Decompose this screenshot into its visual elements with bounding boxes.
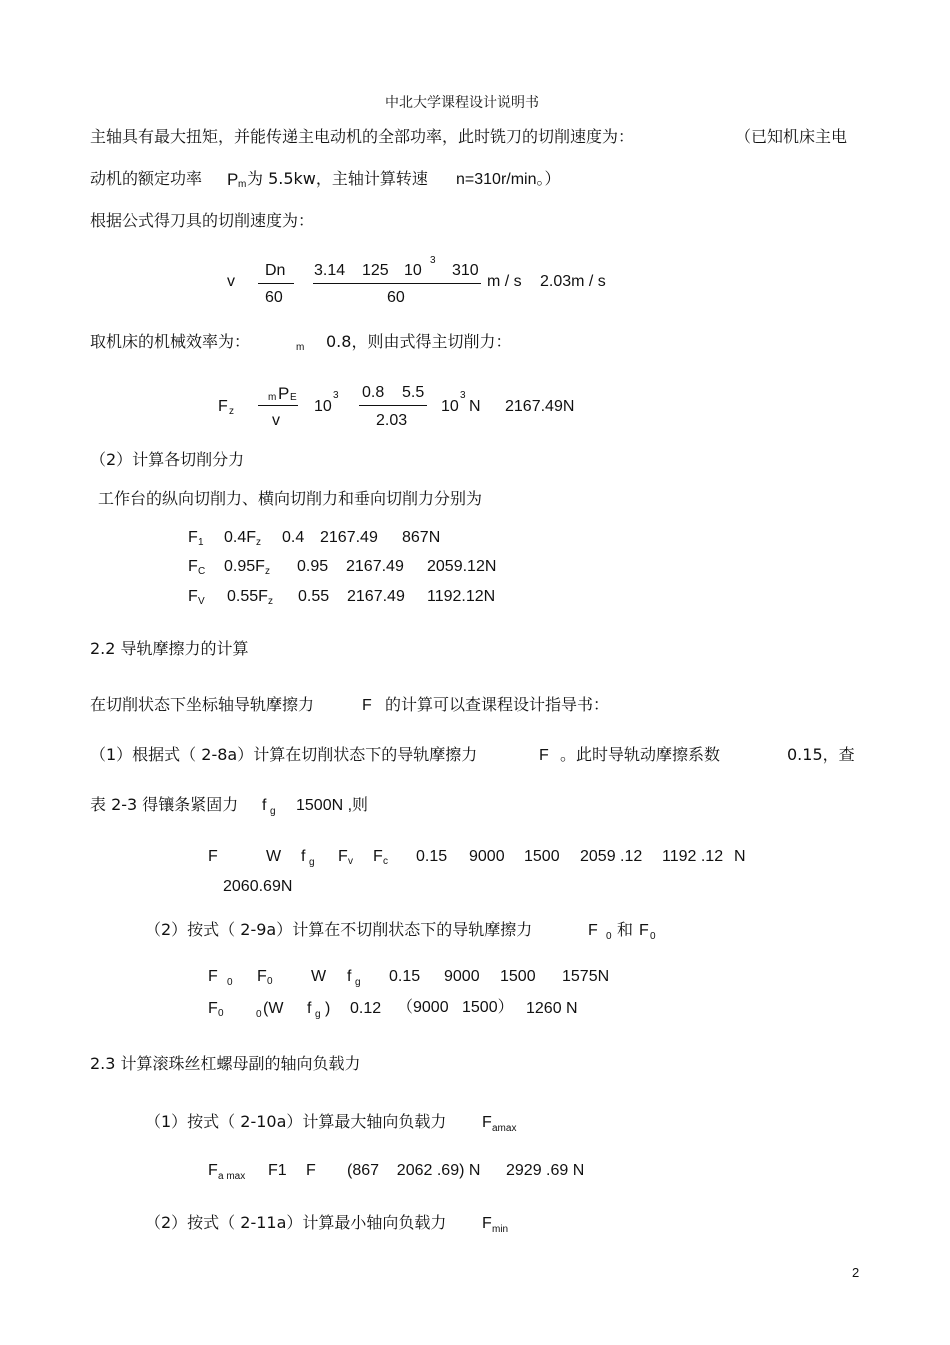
eq-number: 0.95 [297,558,329,575]
paragraph-line: n=310r/min。） [456,171,561,188]
fraction-bar [258,283,294,284]
eq-subscript: m [268,392,277,403]
eq-term: ) [325,1000,331,1017]
eq-number: 1500 [500,968,536,985]
eq-symbol: F [362,697,372,714]
eq-symbol: F [218,398,228,415]
eq-subscript: V [198,596,205,607]
section-heading: 2.2 导轨摩擦力的计算 [90,639,249,658]
eq-subscript: 0 [650,931,656,942]
eq-symbol: F [539,747,549,764]
eq-denominator: 60 [265,289,283,306]
paragraph-line: 工作台的纵向切削力、横向切削力和垂向切削力分别为 [98,489,483,508]
eq-subscript: amax [492,1123,517,1134]
eq-number: 2167.49 [320,529,378,546]
eq-result: 2059.12N [427,558,497,575]
paragraph-line: 1500N ,则 [296,797,369,814]
eq-symbol: f [347,968,352,985]
eq-term: 0.55F [227,588,268,605]
eq-subscript: 0 [227,977,233,988]
eq-number: 125 [362,262,389,279]
eq-unit: N [734,848,746,865]
eq-result: 2.03m / s [540,273,606,290]
eq-subscript: g [355,977,361,988]
paragraph-line: （2）按式（ 2-9a）计算在不切削状态下的导轨摩擦力 [145,920,533,939]
fraction-bar [258,405,298,406]
eq-symbol: F [188,588,198,605]
eq-symbol: F [306,1162,316,1179]
eq-symbol: F [639,922,649,939]
eq-term: (867 2062 .69) N [347,1162,481,1179]
paragraph-line: 的计算可以查课程设计指导书： [385,695,610,714]
eq-subscript: min [492,1224,509,1235]
paragraph-line: 表 2-3 得镶条紧固力 [90,795,239,814]
paragraph-line: （已知机床主电 [735,127,848,146]
eq-result: 2060.69N [223,878,293,895]
eq-unit: N [469,398,481,415]
eq-subscript: E [290,392,297,403]
eq-number: 9000 [469,848,505,865]
paragraph-line: 0.8，则由式得主切削力： [326,332,512,351]
eq-exponent: 3 [333,390,339,401]
eq-symbol: W [266,848,282,865]
eq-number: 2167.49 [346,558,404,575]
eq-subscript: z [229,406,234,417]
eq-symbol: F [338,848,348,865]
eq-number: 10 [441,398,459,415]
eq-result: 2929 .69 N [506,1162,585,1179]
eq-symbol: F [188,529,198,546]
eq-subscript: 0 [256,1009,262,1020]
eq-term: (W [263,1000,284,1017]
eq-exponent: 3 [460,390,466,401]
eq-subscript: 1 [198,537,204,548]
eq-subscript: z [265,566,270,577]
eq-symbol: f [301,848,306,865]
eq-number: 5.5 [402,384,425,401]
eq-subscript: v [348,856,353,867]
eq-number: 0.12 [350,1000,382,1017]
paragraph-line: 取机床的机械效率为： [90,332,251,351]
eq-symbol: P [278,384,290,403]
eq-number: 0.15 [416,848,448,865]
eq-symbol: F [588,922,598,939]
eq-subscript: 0 [267,976,273,987]
eta-subscript: m [296,342,305,353]
eq-subscript: a max [218,1171,246,1182]
eq-subscript: 0 [218,1008,224,1019]
eq-subscript: g [270,806,276,817]
eq-unit: m / s [487,273,522,290]
eq-symbol: F [482,1215,492,1232]
paragraph-line: 。此时导轨动摩擦系数 [560,745,721,764]
eq-symbol: F [208,848,218,865]
eq-subscript: z [268,596,273,607]
eq-number: 0.4 [282,529,305,546]
eq-symbol: F [482,1114,492,1131]
paragraph-line: 0.15，查 [787,745,855,764]
eq-term: 0.95F [224,558,265,575]
paragraph-line: 和 [617,920,634,939]
eq-symbol: F [208,968,218,985]
page-number: 2 [852,1265,860,1280]
eq-symbol: f [307,1000,312,1017]
eq-result: 867N [402,529,441,546]
paragraph-line: （1）按式（ 2-10a）计算最大轴向负载力 [145,1112,447,1131]
eq-number: 1192 .12 [662,848,724,865]
section-heading: （2）计算各切削分力 [90,450,245,469]
page-header-title: 中北大学课程设计说明书 [385,95,539,111]
eq-subscript: c [383,856,388,867]
paragraph-line: （1）根据式（ 2-8a）计算在切削状态下的导轨摩擦力 [90,745,478,764]
eq-result: 1575N [562,968,610,985]
eq-number: 310 [452,262,479,279]
eq-number: （9000 [397,999,449,1016]
fraction-bar [359,405,427,406]
eq-term: F1 [268,1162,287,1179]
eq-symbol: F [257,968,267,985]
eq-number: 3.14 [314,262,346,279]
eq-numerator: Dn [265,262,286,279]
eq-number: 0.55 [298,588,330,605]
eq-symbol: F [208,1000,218,1017]
paragraph-line: （2）按式（ 2-11a）计算最小轴向负载力 [145,1213,447,1232]
eq-symbol: F [188,558,198,575]
eq-denominator: v [272,412,280,429]
eq-result: 1260 N [526,1000,578,1017]
eq-number: 1500） [462,999,514,1016]
eq-subscript: z [256,537,261,548]
eq-number: 2167.49 [347,588,405,605]
eq-subscript: g [315,1009,321,1020]
symbol-p: P [227,170,239,189]
eq-exponent: 3 [430,255,436,266]
eq-number: 10 [314,398,332,415]
eq-symbol: W [311,968,327,985]
eq-symbol: F [208,1162,218,1179]
eq-subscript: g [309,857,315,868]
paragraph-line: 动机的额定功率 [90,169,203,188]
paragraph-line: 主轴具有最大扭矩，并能传递主电动机的全部功率，此时铣刀的切削速度为： [90,127,635,146]
eq-number: 1500 [524,848,560,865]
eq-subscript: C [198,566,206,577]
section-heading: 2.3 计算滚珠丝杠螺母副的轴向负载力 [90,1054,361,1073]
eq-number: 9000 [444,968,480,985]
fraction-bar [313,283,481,284]
paragraph-line: 为 5.5kw，主轴计算转速 [247,169,428,188]
eq-symbol: v [227,273,235,290]
eq-subscript: 0 [606,931,612,942]
eq-result: 2167.49N [505,398,575,415]
paragraph-line: 根据公式得刀具的切削速度为： [90,211,315,230]
eq-denominator: 2.03 [376,412,408,429]
eq-symbol: F [373,848,383,865]
eq-result: 1192.12N [427,588,496,605]
eq-number: 0.8 [362,384,385,401]
symbol-subscript: m [238,179,247,190]
eq-number: 0.15 [389,968,421,985]
eq-term: 0.4F [224,529,257,546]
paragraph-line: 在切削状态下坐标轴导轨摩擦力 [90,695,315,714]
eq-denominator: 60 [387,289,405,306]
eq-symbol: f [262,797,267,814]
eq-number: 2059 .12 [580,848,643,865]
eq-number: 10 [404,262,422,279]
